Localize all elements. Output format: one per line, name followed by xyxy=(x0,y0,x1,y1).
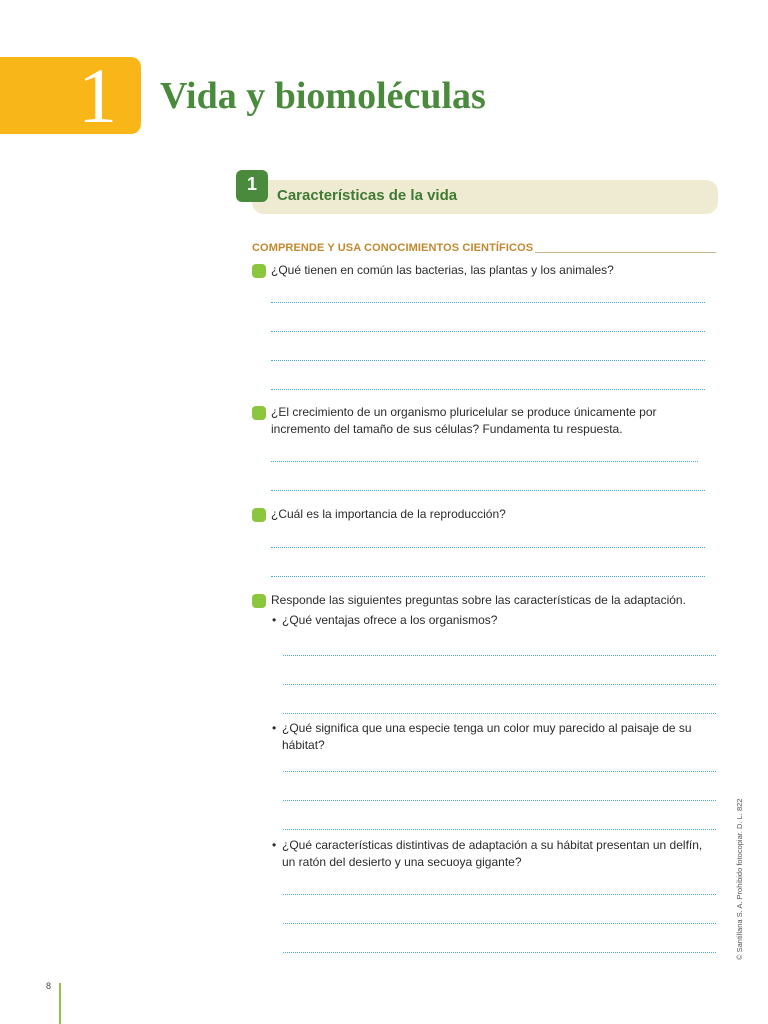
answer-line[interactable] xyxy=(283,923,716,924)
answer-line[interactable] xyxy=(271,389,705,390)
question-bullet-icon xyxy=(252,594,266,608)
section-number-badge: 1 xyxy=(236,170,268,202)
subquestion-3-line-1: ¿Qué características distintivas de adaptación a su hábitat presentan un delfín, xyxy=(282,838,703,852)
copyright-note: © Santillana S. A. Prohibido fotocopiar. D. L. 822 xyxy=(735,798,744,960)
answer-line[interactable] xyxy=(271,331,705,332)
bullet-dot: • xyxy=(272,838,277,852)
subquestion-1-line-1: ¿Qué ventajas ofrece a los organismos? xyxy=(282,613,498,627)
section-title: Características de la vida xyxy=(277,187,458,204)
bullet-dot: • xyxy=(272,721,277,735)
subquestion-3-line-2: un ratón del desierto y una secuoya gigante? xyxy=(282,855,522,869)
answer-line[interactable] xyxy=(283,829,716,830)
answer-line[interactable] xyxy=(283,655,716,656)
answer-line[interactable] xyxy=(283,684,716,685)
answer-line[interactable] xyxy=(283,771,716,772)
question-2 xyxy=(271,404,657,438)
answer-line[interactable] xyxy=(271,547,705,548)
subquestion-2-line-1: ¿Qué significa que una especie tenga un color muy parecido al paisaje de su xyxy=(282,721,692,735)
question-2-line-1: ¿El crecimiento de un organismo pluricelular se produce únicamente por xyxy=(271,405,657,419)
bullet-dot: • xyxy=(272,613,277,627)
answer-line[interactable] xyxy=(271,302,705,303)
subquestion-2 xyxy=(272,720,692,754)
question-3-line-1: ¿Cuál es la importancia de la reproducción? xyxy=(271,507,506,521)
page-margin-rule xyxy=(59,983,61,1024)
question-1 xyxy=(271,262,614,279)
question-4 xyxy=(271,592,686,609)
question-bullet-icon xyxy=(252,508,266,522)
page-number: 8 xyxy=(46,981,52,991)
competency-heading xyxy=(252,238,716,253)
question-1-line-1: ¿Qué tienen en común las bacterias, las plantas y los animales? xyxy=(271,263,614,277)
answer-line[interactable] xyxy=(271,461,698,462)
subquestion-2-line-2: hábitat? xyxy=(282,738,325,752)
chapter-number-tab: 1 xyxy=(0,57,141,134)
question-3 xyxy=(271,506,506,523)
question-4-line-1: Responde las siguientes preguntas sobre las características de la adaptación. xyxy=(271,593,686,607)
answer-line[interactable] xyxy=(283,894,716,895)
answer-line[interactable] xyxy=(283,952,716,953)
answer-line[interactable] xyxy=(283,800,716,801)
answer-line[interactable] xyxy=(271,360,705,361)
subquestion-3 xyxy=(272,837,702,871)
question-2-line-2: incremento del tamaño de sus células? Fundamenta tu respuesta. xyxy=(271,422,623,436)
subquestion-1 xyxy=(272,612,497,629)
question-bullet-icon xyxy=(252,264,266,278)
question-bullet-icon xyxy=(252,406,266,420)
competency-label: COMPRENDE Y USA CONOCIMIENTOS CIENTÍFICOS xyxy=(252,242,534,254)
answer-line[interactable] xyxy=(271,490,705,491)
answer-line[interactable] xyxy=(283,713,716,714)
answer-line[interactable] xyxy=(271,576,705,577)
chapter-title: Vida y biomoléculas xyxy=(160,75,486,117)
